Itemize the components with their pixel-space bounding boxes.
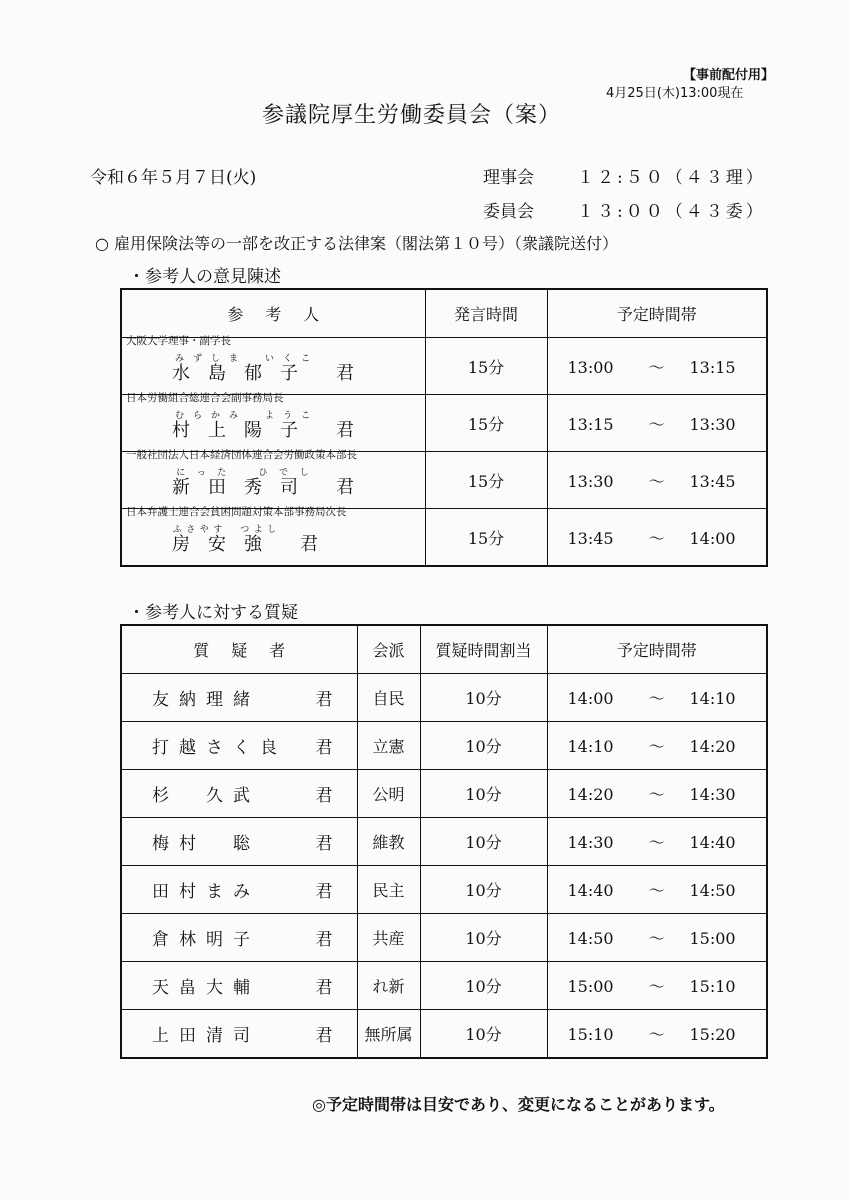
questioner-name: 打越さく良 君 xyxy=(121,722,357,770)
time-slot: 13:15 〜 13:30 xyxy=(547,395,767,452)
party: 公明 xyxy=(357,770,420,818)
speaking-time: 15分 xyxy=(425,452,547,509)
witness-cell xyxy=(121,506,425,567)
party: れ新 xyxy=(357,962,420,1010)
allocated-time: 10分 xyxy=(420,914,547,962)
allocated-time: 10分 xyxy=(420,866,547,914)
questioner-name: 杉 久武 君 xyxy=(121,770,357,818)
time-slot: 13:30 〜 13:45 xyxy=(547,452,767,509)
time-slot: 14:40 〜 14:50 xyxy=(547,866,767,914)
as-of-timestamp: 4月25日(木)13:00現在 xyxy=(606,86,744,101)
header-time-slot: 予定時間帯 xyxy=(547,625,767,674)
speaking-time: 15分 xyxy=(425,338,547,395)
table-row xyxy=(121,770,767,818)
witness-reading: ふさやす つよし xyxy=(172,525,280,535)
questioner-name: 天畠大輔 君 xyxy=(121,962,357,1010)
committee-meeting-time: １３:００（４３委） xyxy=(577,202,766,222)
witness-name: 村上陽子 xyxy=(172,420,316,441)
questioner-table xyxy=(120,624,768,1059)
time-slot: 14:30 〜 14:40 xyxy=(547,818,767,866)
header-questioner: 質疑者 xyxy=(121,625,357,674)
table-row xyxy=(121,818,767,866)
witness-cell xyxy=(121,335,425,395)
directors-meeting-label: 理事会 xyxy=(483,168,534,188)
footer-note: ◎予定時間帯は目安であり、変更になることがあります。 xyxy=(312,1095,725,1114)
committee-meeting-label: 委員会 xyxy=(483,202,534,222)
time-slot: 14:10 〜 14:20 xyxy=(547,722,767,770)
time-slot: 15:10 〜 15:20 xyxy=(547,1010,767,1059)
party: 共産 xyxy=(357,914,420,962)
table-header-row xyxy=(121,625,767,674)
party: 自民 xyxy=(357,674,420,722)
honorific: 君 xyxy=(336,420,372,441)
questioner-name: 倉林明子 君 xyxy=(121,914,357,962)
witness-title: 日本弁護士連合会貧困問題対策本部事務局次長 xyxy=(126,506,347,518)
header-person: 参考人 xyxy=(121,289,425,338)
party: 立憲 xyxy=(357,722,420,770)
witness-cell xyxy=(121,392,425,452)
time-slot: 14:50 〜 15:00 xyxy=(547,914,767,962)
time-slot: 14:20 〜 14:30 xyxy=(547,770,767,818)
table-row xyxy=(121,914,767,962)
witness-name: 房安強 xyxy=(172,534,280,555)
table-row xyxy=(121,509,767,567)
witness-reading: にった ひでし xyxy=(172,468,316,478)
allocated-time: 10分 xyxy=(420,770,547,818)
honorific: 君 xyxy=(336,363,372,384)
section-heading-questions: ・参考人に対する質疑 xyxy=(128,603,298,623)
witness-cell xyxy=(121,449,425,509)
table-row xyxy=(121,338,767,395)
header-speaking-time: 発言時間 xyxy=(425,289,547,338)
time-slot: 14:00 〜 14:10 xyxy=(547,674,767,722)
meeting-date: 令和６年５月７日(火) xyxy=(90,168,257,188)
allocated-time: 10分 xyxy=(420,1010,547,1059)
table-row xyxy=(121,866,767,914)
allocated-time: 10分 xyxy=(420,962,547,1010)
reference-witness-table xyxy=(120,288,768,567)
witness-title: 一般社団法人日本経済団体連合会労働政策本部長 xyxy=(126,449,357,461)
header-allocated-time: 質疑時間割当 xyxy=(420,625,547,674)
table-header-row xyxy=(121,289,767,338)
party: 維教 xyxy=(357,818,420,866)
witness-name: 水島郁子 xyxy=(172,363,316,384)
header-party: 会派 xyxy=(357,625,420,674)
bill-title: ○ 雇用保険法等の一部を改正する法律案（閣法第１０号）（衆議院送付） xyxy=(95,234,619,253)
header-time-slot: 予定時間帯 xyxy=(547,289,767,338)
distribution-label: 【事前配付用】 xyxy=(683,68,775,83)
honorific: 君 xyxy=(300,534,336,555)
questioner-name: 上田清司 君 xyxy=(121,1010,357,1059)
witness-title: 日本労働組合総連合会副事務局長 xyxy=(126,392,284,404)
witness-reading: みずしま いくこ xyxy=(172,354,316,364)
questioner-name: 梅村 聡 君 xyxy=(121,818,357,866)
party: 無所属 xyxy=(357,1010,420,1059)
witness-name: 新田秀司 xyxy=(172,477,316,498)
table-row xyxy=(121,1010,767,1059)
table-row xyxy=(121,722,767,770)
witness-reading: むらかみ ようこ xyxy=(172,411,316,421)
witness-title: 大阪大学理事・副学長 xyxy=(126,335,231,347)
directors-meeting-time: １２:５０（４３理） xyxy=(577,168,766,188)
speaking-time: 15分 xyxy=(425,509,547,567)
honorific: 君 xyxy=(336,477,372,498)
page-title: 参議院厚生労働委員会（案） xyxy=(262,103,562,128)
questioner-name: 田村まみ 君 xyxy=(121,866,357,914)
questioner-name: 友納理緒 君 xyxy=(121,674,357,722)
party: 民主 xyxy=(357,866,420,914)
table-row xyxy=(121,962,767,1010)
allocated-time: 10分 xyxy=(420,722,547,770)
table-row xyxy=(121,674,767,722)
allocated-time: 10分 xyxy=(420,674,547,722)
allocated-time: 10分 xyxy=(420,818,547,866)
time-slot: 13:00 〜 13:15 xyxy=(547,338,767,395)
table-row xyxy=(121,452,767,509)
table-row xyxy=(121,395,767,452)
section-heading-statements: ・参考人の意見陳述 xyxy=(128,267,281,287)
time-slot: 15:00 〜 15:10 xyxy=(547,962,767,1010)
time-slot: 13:45 〜 14:00 xyxy=(547,509,767,567)
speaking-time: 15分 xyxy=(425,395,547,452)
